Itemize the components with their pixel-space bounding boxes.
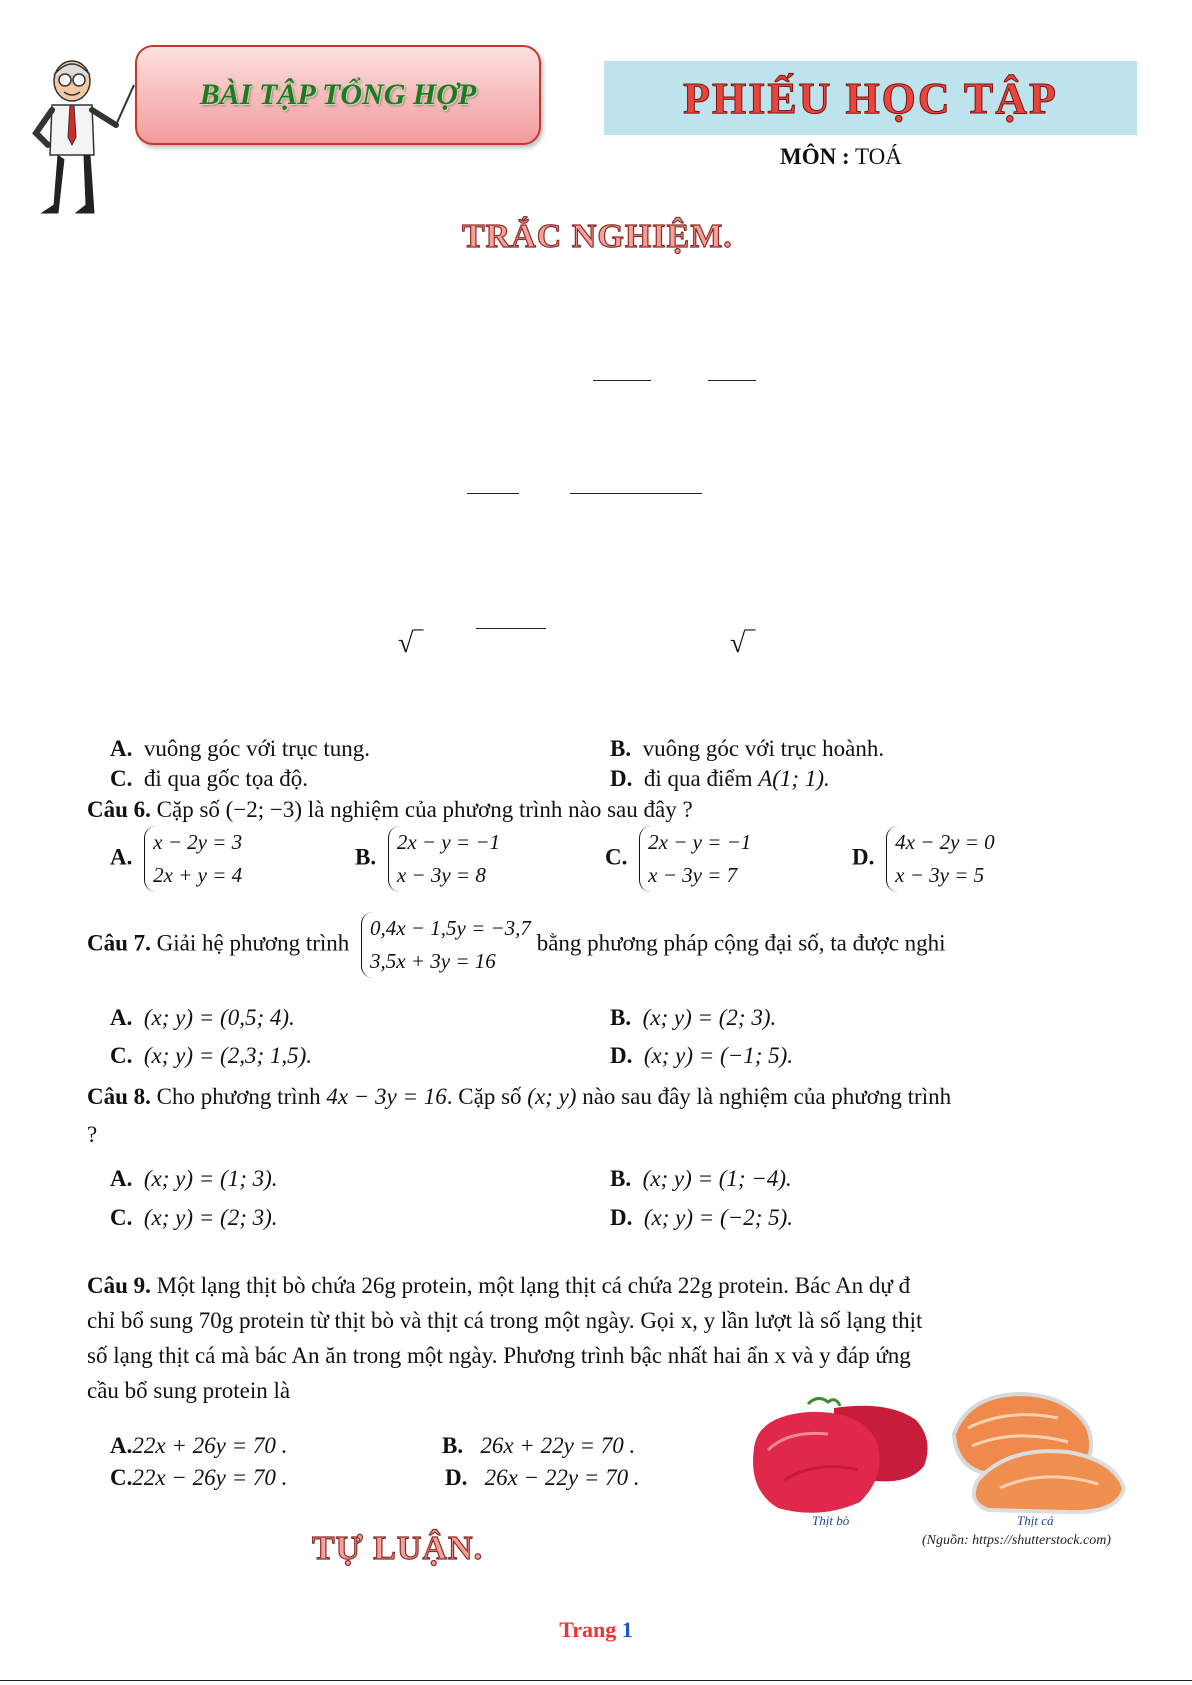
equation-system: 2x − y = −1 x − 3y = 8 (388, 826, 500, 892)
q7-option-d: D. (x; y) = (−1; 5). (610, 1043, 794, 1068)
q9-line-3: số lạng thịt cá mà bác An ăn trong một ngày. Phương trình bậc nhất hai ẩn x và y đáp ứng (87, 1343, 911, 1368)
equation-system: 0,4x − 1,5y = −3,7 3,5x + 3y = 16 (361, 912, 531, 978)
subject-label: MÔN : (780, 144, 850, 169)
q8-label: Câu 8. (87, 1084, 151, 1109)
q8-stem-end: ? (87, 1122, 98, 1147)
blank-line (467, 493, 519, 494)
q6-option-a: A. x − 2y = 3 2x + y = 4 (110, 826, 242, 892)
q9-option-a: A.22x + 26y = 70 . (110, 1433, 288, 1458)
q9-label: Câu 9. (87, 1273, 151, 1298)
q9-option-b: B. 26x + 22y = 70 . (442, 1433, 636, 1458)
radical-sign-icon: √‾ (730, 628, 755, 659)
equation-system: x − 2y = 3 2x + y = 4 (144, 826, 242, 892)
page-number (0, 1617, 1192, 1643)
multiple-choice-heading: TRẮC NGHIỆM. (462, 218, 733, 255)
q8-option-c: C. (x; y) = (2; 3). (110, 1205, 278, 1230)
q7-option-a: A. (x; y) = (0,5; 4). (110, 1005, 295, 1030)
subject-line (780, 144, 902, 170)
q8-stem: Câu 8. Cho phương trình 4x − 3y = 16. Cặp số (x; y) nào sau đây là nghiệm của phương trình (87, 1084, 952, 1109)
q7-label: Câu 7. (87, 930, 151, 956)
exercise-type-badge (135, 45, 541, 145)
page-value: 1 (621, 1617, 633, 1642)
q7-option-b: B. (x; y) = (2; 3). (610, 1005, 777, 1030)
fish-caption: Thịt cá (1017, 1513, 1054, 1528)
q6-option-c: C. 2x − y = −1 x − 3y = 7 (605, 826, 751, 892)
equation-system: 4x − 2y = 0 x − 3y = 5 (886, 826, 994, 892)
q5-option-b: B. vuông góc với trục hoành. (610, 736, 885, 761)
q6-option-d: D. 4x − 2y = 0 x − 3y = 5 (852, 826, 995, 892)
equation-system: 2x − y = −1 x − 3y = 7 (639, 826, 751, 892)
blank-line (476, 628, 546, 629)
worksheet-title-banner (604, 61, 1137, 135)
q5-option-c: C. đi qua gốc tọa độ. (110, 766, 309, 791)
q9-option-d: D. 26x − 22y = 70 . (445, 1465, 640, 1490)
blank-line (708, 380, 756, 381)
q6-label: Câu 6. (87, 797, 151, 822)
q6-stem: Câu 6. Cặp số (−2; −3) là nghiệm của phương trình nào sau đây ? (87, 797, 693, 822)
q5-option-d: D. đi qua điểm A(1; 1). (610, 766, 830, 791)
badge-label: BÀI TẬP TỔNG HỢP (199, 78, 477, 111)
worksheet-title: PHIẾU HỌC TẬP (683, 73, 1058, 123)
salmon-fish-illustration (948, 1388, 1128, 1518)
q7-stem: Câu 7. Giải hệ phương trình 0,4x − 1,5y = −3,7 3,5x + 3y = 16 bằng phương pháp cộng đại số, ta được nghi (87, 912, 946, 978)
q9-stem: Câu 9. Một lạng thịt bò chứa 26g protein, một lạng thịt cá chứa 22g protein. Bác An dự đ (87, 1273, 911, 1298)
teacher-mascot-illustration (28, 55, 138, 225)
essay-heading: TỰ LUẬN. (312, 1530, 484, 1567)
q6-option-b: B. 2x − y = −1 x − 3y = 8 (355, 826, 500, 892)
q8-option-b: B. (x; y) = (1; −4). (610, 1166, 792, 1191)
image-source: (Nguồn: https://shutterstock.com) (922, 1533, 1111, 1548)
blank-line (593, 380, 651, 381)
q8-option-a: A. (x; y) = (1; 3). (110, 1166, 278, 1191)
beef-caption: Thịt bò (812, 1513, 850, 1528)
blank-line (570, 493, 702, 494)
footer-rule (0, 1680, 1192, 1681)
q7-option-c: C. (x; y) = (2,3; 1,5). (110, 1043, 313, 1068)
q8-option-d: D. (x; y) = (−2; 5). (610, 1205, 794, 1230)
beef-meat-illustration (748, 1390, 938, 1520)
page-label: Trang (559, 1617, 617, 1642)
q9-line-4: cầu bổ sung protein là (87, 1378, 291, 1403)
q9-line-2: chỉ bổ sung 70g protein từ thịt bò và thịt cá trong một ngày. Gọi x, y lần lượt là số lạng thịt (87, 1308, 923, 1333)
radical-sign-icon: √‾ (398, 628, 423, 659)
subject-value: TOÁ (854, 144, 902, 169)
q9-option-c: C.22x − 26y = 70 . (110, 1465, 288, 1490)
q5-option-a: A. vuông góc với trục tung. (110, 736, 371, 761)
